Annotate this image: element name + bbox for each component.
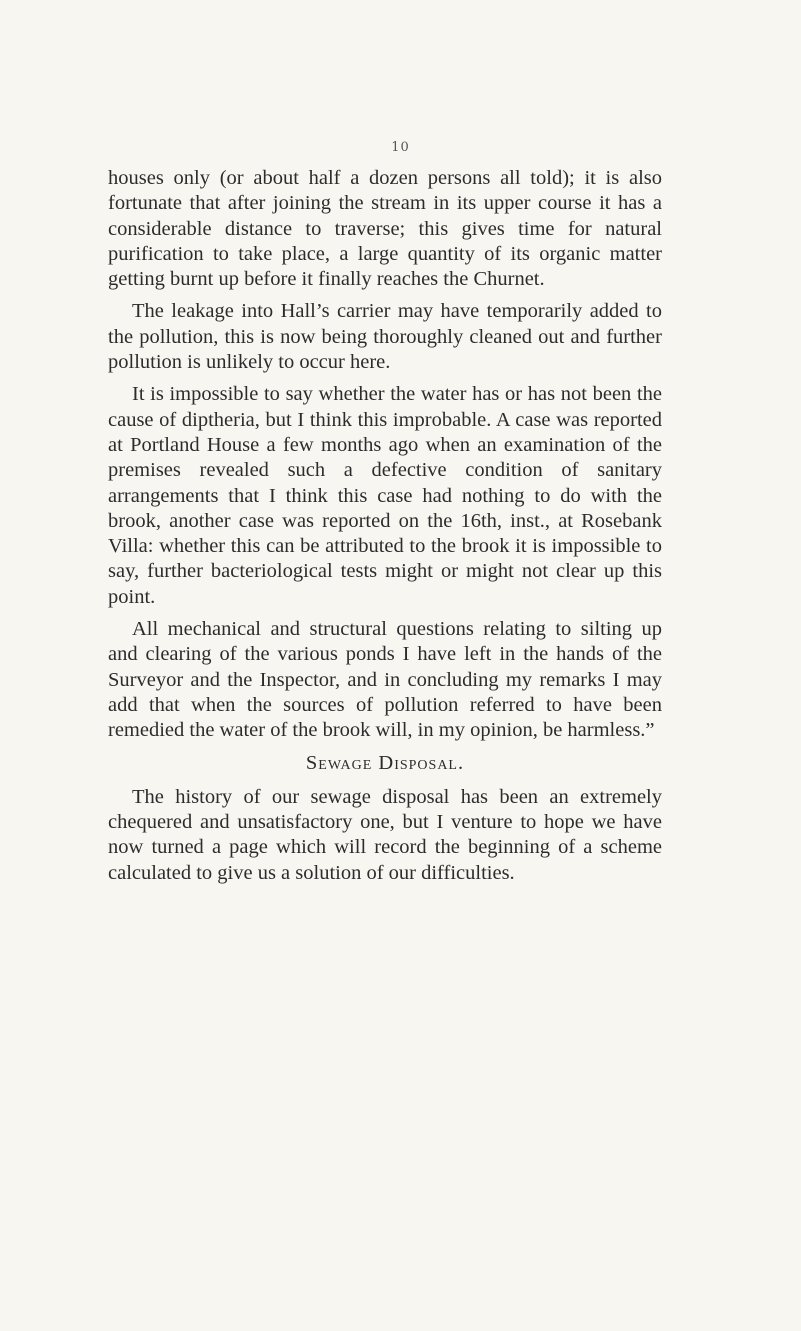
page-number: 10	[391, 140, 410, 155]
paragraph-mechanical: All mechanical and structural questions relating to silting up and clearing of the various ponds I have left in the hands of the Surveyor and the Inspector, and in concluding my remarks I may add that when the sources of pollution referred to have been remedied the water of the brook will, in my opinion, be harmless.”	[108, 618, 662, 742]
paragraph-leakage: The leakage into Hall’s carrier may have temporarily added to the pollution, this is now being thoroughly cleaned out and further pollution is unlikely to occur here.	[108, 300, 662, 374]
paragraph-houses: houses only (or about half a dozen persons all told); it is also fortunate that after joining the stream in its upper course it has a considerable distance to traverse; this gives time for natural purification to take place, a large quantity of its organic matter getting burnt up before it finally reaches the Churnet.	[108, 167, 662, 291]
body-text	[108, 166, 662, 893]
section-heading-sewage-disposal: Sewage Disposal.	[305, 751, 465, 774]
paragraph-diptheria: It is impossible to say whether the water has or has not been the cause of diptheria, but I think this improbable. A case was reported at Portland House a few months ago when an examination of the premises revealed such a defective condition of sanitary arrangements that I think this case had nothing to do with the brook, another case was reported on the 16th, inst., at Rosebank Villa: whether this can be attributed to the brook it is impossible to say, further bacteriological tests might or might not clear up this point.	[108, 383, 662, 608]
paragraph-sewage-history: The history of our sewage disposal has been an extremely chequered and unsatisfactory one, but I venture to hope we have now turned a page which will record the beginning of a scheme calculated to give us a solution of our difficulties.	[108, 785, 662, 884]
